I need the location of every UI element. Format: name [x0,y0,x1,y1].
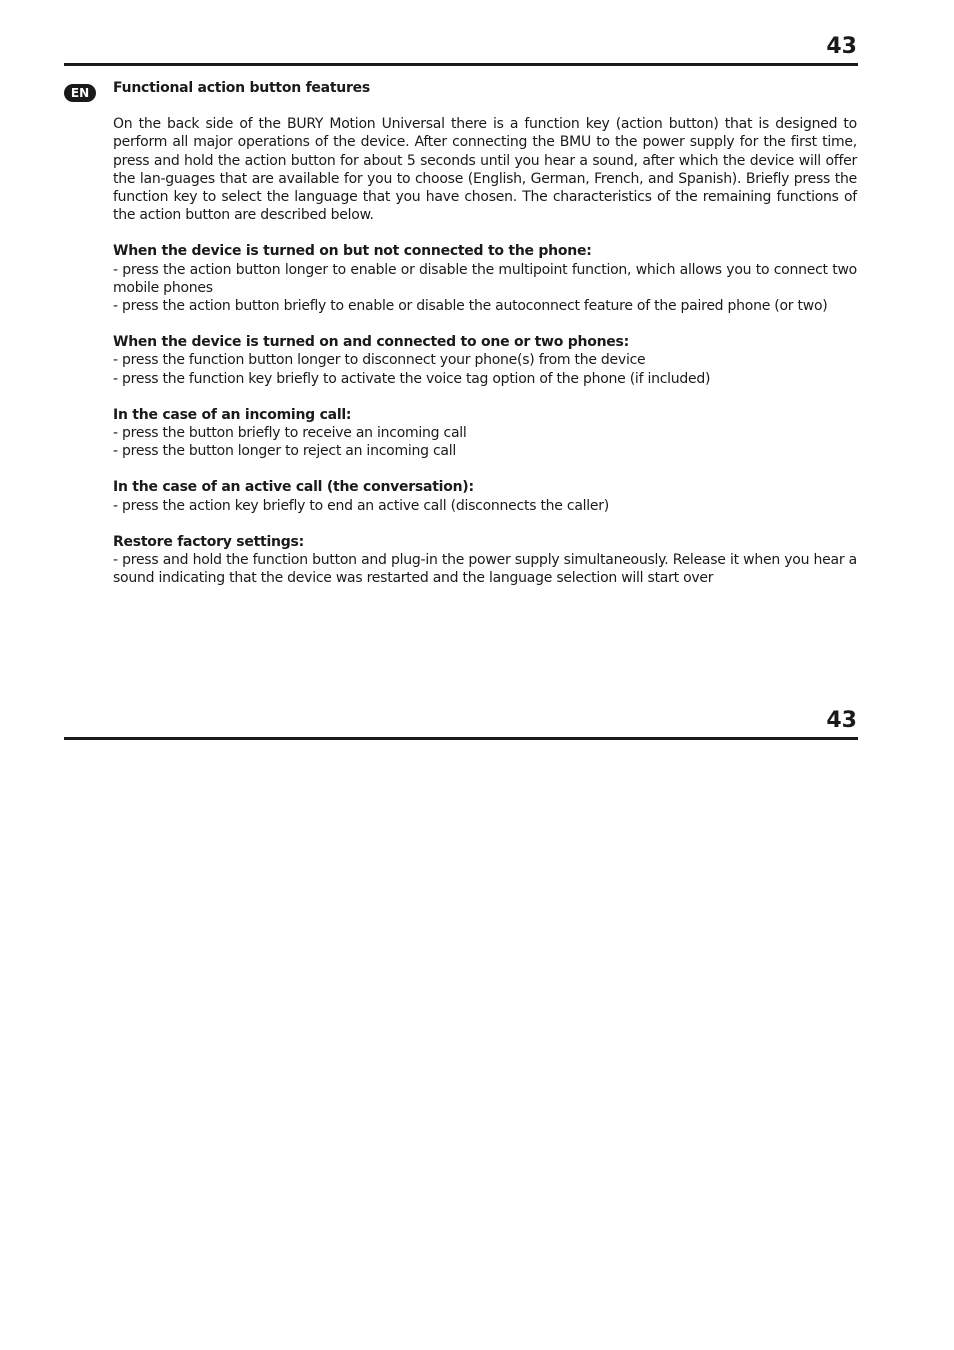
page-number-bottom: 43 [826,708,857,733]
section-connected [113,333,857,388]
list-item: - press the button longer to reject an incoming call [113,443,457,460]
list-item: - press the function button longer to disconnect your phone(s) from the device [113,352,646,369]
section-not-connected [113,242,857,315]
section-heading: In the case of an incoming call: [113,406,352,423]
list-item: - press the button briefly to receive an incoming call [113,425,467,442]
list-item: - press the action button longer to enable or disable the multipoint function, which allows you to connect two mobile phones [113,261,857,296]
section-active-call [113,478,857,514]
language-badge: EN [64,84,96,102]
list-item: - press the action key briefly to end an active call (disconnects the caller) [113,497,610,514]
top-rule [64,63,858,66]
list-item: - press and hold the function button and plug-in the power supply simultaneously. Release it when you hear a sound indicating that the device was restarted and the language selection will start over [113,552,857,587]
bottom-rule [64,737,858,740]
section-heading: In the case of an active call (the conversation): [113,479,474,496]
list-item: - press the function key briefly to activate the voice tag option of the phone (if included) [113,370,711,387]
section-incoming-call [113,406,857,461]
section-heading: Restore factory settings: [113,533,304,550]
list-item: - press the action button briefly to enable or disable the autoconnect feature of the paired phone (or two) [113,298,828,315]
document-body [113,79,857,587]
section-title: Functional action button features [113,80,370,96]
section-factory-reset [113,533,857,588]
page-number-top: 43 [826,34,857,59]
section-heading: When the device is turned on and connected to one or two phones: [113,334,629,351]
intro-paragraph: On the back side of the BURY Motion Universal there is a function key (action button) that is designed to perform all major operations of the device. After connecting the BMU to the power supply for the first time, press and hold the action button for about 5 seconds until you hear a sound, after which the device will offer the lan-guages that are available for you to choose (English, German, French, and Spanish). Briefly press the function key to select the language that you have chosen. The characteristics of the remaining functions of the action button are described below. [113,116,857,224]
section-heading: When the device is turned on but not connected to the phone: [113,243,592,260]
